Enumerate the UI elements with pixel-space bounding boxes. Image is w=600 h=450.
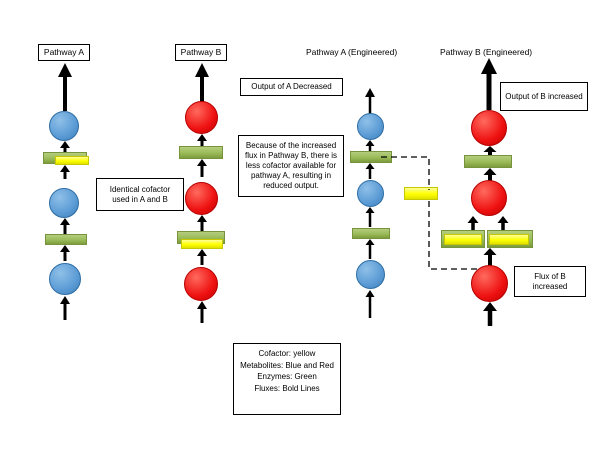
enzyme-a-lower (45, 234, 87, 245)
flux-arrow-a-lower (58, 245, 72, 261)
title-pathway-b-engineered: Pathway B (Engineered) (440, 47, 533, 57)
flux-arrow-a-input (58, 296, 72, 320)
metabolite-red-b-top (185, 101, 218, 134)
flux-arrow-a-eng-lower-upper (364, 207, 376, 227)
legend-line-metabolites: Metabolites: Blue and Red (240, 360, 334, 370)
flux-arrow-a-eng-input (364, 290, 376, 318)
flux-arrow-b-input (195, 301, 209, 323)
flux-arrow-b-lower-upper (195, 215, 209, 231)
metabolite-red-b-eng-top (471, 110, 507, 146)
metabolite-blue-a-eng-bottom (356, 260, 385, 289)
metabolite-blue-a-eng-middle (357, 180, 384, 207)
metabolite-blue-a-eng-top (357, 113, 384, 140)
title-pathway-a-engineered: Pathway A (Engineered) (306, 47, 398, 57)
metabolite-red-b-eng-middle (471, 180, 507, 216)
enzyme-a-eng-lower (352, 228, 390, 239)
cofactor-b-eng-right (489, 234, 529, 245)
metabolite-red-b-bottom (184, 267, 218, 301)
flux-arrow-a-lower-upper (58, 218, 72, 234)
metabolite-red-b-middle (185, 182, 218, 215)
flux-arrow-b-eng-input (481, 302, 499, 326)
legend-line-enzymes: Enzymes: Green (257, 372, 317, 382)
flux-arrow-a-eng-mid (364, 163, 376, 179)
legend (233, 343, 341, 415)
metabolite-blue-a-bottom (49, 263, 81, 295)
flux-arrow-pathway-a-output (56, 63, 74, 111)
metabolite-blue-a-top (49, 111, 79, 141)
cofactor-a-upper (55, 156, 89, 165)
legend-line-cofactor: Cofactor: yellow (258, 349, 316, 358)
cofactor-b-eng-left (444, 234, 482, 245)
flux-arrow-b-eng-lower (482, 248, 498, 266)
cofactor-b-lower (181, 239, 223, 249)
enzyme-b-upper (179, 146, 223, 159)
callout-output-b-increased: Output of B increased (500, 82, 588, 111)
callout-flux-explanation: Because of the increased flux in Pathway B, there is less cofactor available for pathway A, resulting in reduced output. (238, 135, 344, 197)
flux-arrow-b-mid (195, 159, 209, 177)
enzyme-b-eng-upper (464, 155, 512, 168)
title-pathway-a: Pathway A (38, 44, 90, 61)
flux-arrow-pathway-b-output (193, 63, 211, 103)
flux-arrow-a-mid (58, 165, 72, 179)
flux-arrow-a-eng-lower (364, 239, 376, 259)
callout-output-a-decreased: Output of A Decreased (240, 78, 343, 96)
callout-identical-cofactor: Identical cofactor used in A and B (96, 178, 184, 211)
metabolite-blue-a-middle (49, 188, 79, 218)
metabolite-red-b-eng-bottom (471, 265, 508, 302)
flux-arrow-b-lower (195, 249, 209, 265)
title-pathway-b: Pathway B (175, 44, 227, 61)
flux-arrow-b-eng-output (479, 58, 499, 110)
legend-line-fluxes: Fluxes: Bold Lines (254, 383, 320, 393)
dashed-connector-upper (381, 150, 441, 192)
callout-flux-b-increased: Flux of B increased (514, 266, 586, 297)
